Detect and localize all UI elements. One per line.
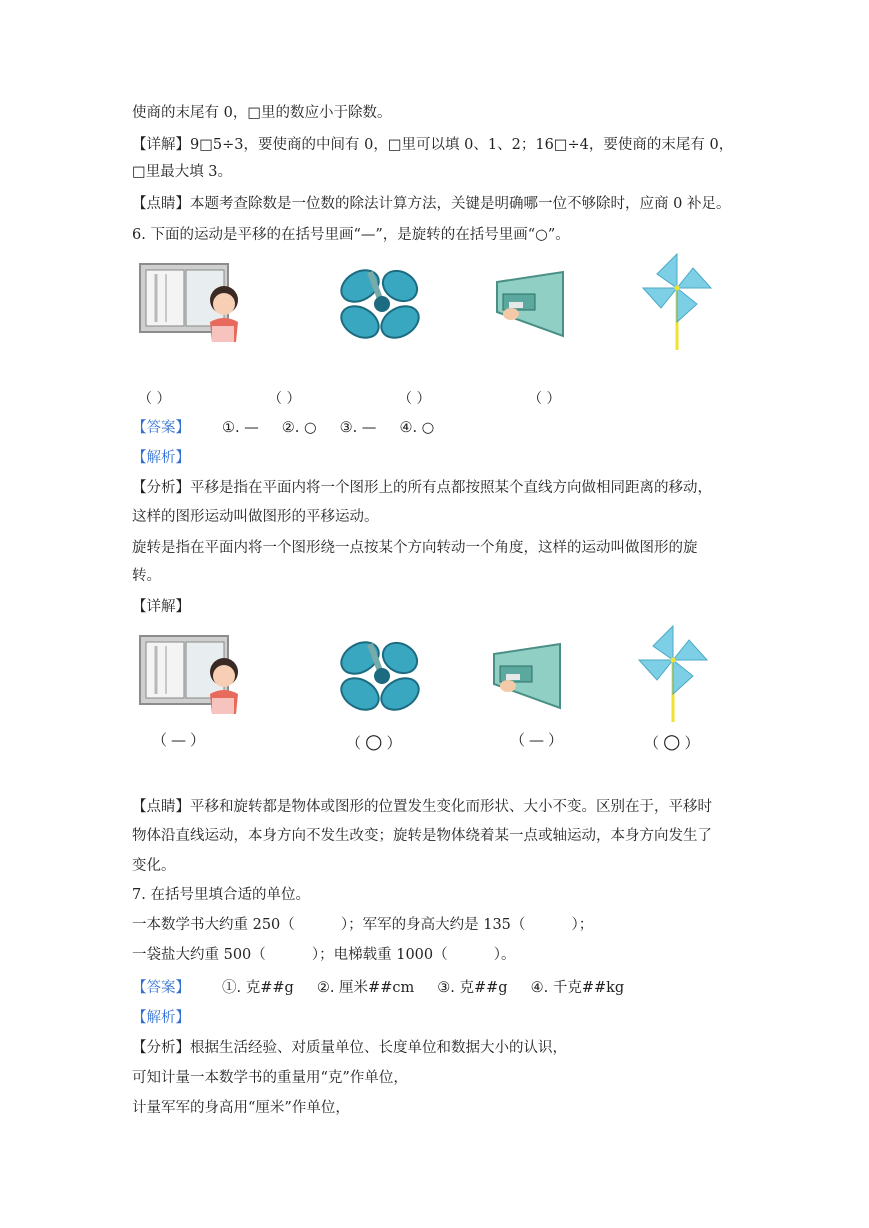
- drawer-image: [497, 272, 567, 337]
- answer-text: ①. 克##g ②. 厘米##cm ③. 克##g ④. 千克##kg: [222, 980, 625, 996]
- drawer-image-2: [494, 644, 564, 709]
- text-line: □里最大填 3。: [132, 164, 233, 180]
- pinwheel-image-2: [637, 626, 709, 722]
- note-line: 【点睛】平移和旋转都是物体或图形的位置发生变化而形状、大小不变。区别在于，平移时: [132, 799, 712, 815]
- note-line: 【点睛】本题考查除数是一位数的除法计算方法，关键是明确哪一位不够除时，应商 0 补足。: [132, 196, 731, 212]
- blank-paren-1: （ ）: [138, 391, 171, 407]
- pinwheel-image: [641, 254, 713, 350]
- analysis-line: 这样的图形运动叫做图形的平移运动。: [132, 509, 379, 525]
- filled-paren-2: （ ○ ）: [346, 729, 402, 753]
- translation-mark: —: [529, 731, 545, 749]
- analysis-line: 计量军军的身高用“厘米”作单位，: [132, 1100, 350, 1116]
- fan-image-2: [338, 636, 420, 712]
- question-7-line: 一袋盐大约重 500（ ）；电梯载重 1000（ ）。: [132, 947, 516, 963]
- question-7: 7. 在括号里填合适的单位。: [132, 887, 310, 903]
- rotation-mark: ○: [365, 729, 383, 753]
- analysis-line: 【分析】根据生活经验、对质量单位、长度单位和数据大小的认识，: [132, 1040, 567, 1056]
- text-line: 使商的末尾有 0，□里的数应小于除数。: [132, 105, 392, 121]
- answer-tag: 【答案】: [132, 980, 190, 996]
- analysis-line: 转。: [132, 568, 161, 584]
- filled-paren-1: （ — ）: [152, 731, 206, 749]
- question-6: 6. 下面的运动是平移的在括号里画“—”，是旋转的在括号里画“○”。: [132, 227, 570, 243]
- blank-paren-3: （ ）: [398, 391, 431, 407]
- window-girl-image: [140, 262, 240, 344]
- analysis-line: 【分析】平移是指在平面内将一个图形上的所有点都按照某个直线方向做相同距离的移动，: [132, 480, 712, 496]
- rotation-mark: ○: [663, 729, 681, 753]
- filled-paren-4: （ ○ ）: [644, 729, 700, 753]
- detail-line: 【详解】9□5÷3，要使商的中间有 0，□里可以填 0、1、2；16□÷4，要使商的末尾有 0，: [132, 137, 734, 153]
- question-7-line: 一本数学书大约重 250（ ）；军军的身高大约是 135（ ）；: [132, 917, 594, 933]
- detail-tag: 【详解】: [132, 599, 190, 615]
- window-girl-image-2: [140, 634, 240, 716]
- blank-paren-4: （ ）: [528, 391, 561, 407]
- analysis-tag: 【解析】: [132, 450, 190, 466]
- note-line: 物体沿直线运动，本身方向不发生改变；旋转是物体绕着某一点或轴运动，本身方向发生了: [132, 828, 712, 844]
- fan-image: [338, 264, 420, 340]
- analysis-tag: 【解析】: [132, 1010, 190, 1026]
- analysis-line: 旋转是指在平面内将一个图形绕一点按某个方向转动一个角度，这样的运动叫做图形的旋: [132, 540, 698, 556]
- note-line: 变化。: [132, 858, 176, 874]
- answer-tag: 【答案】: [132, 420, 190, 436]
- blank-paren-2: （ ）: [268, 391, 301, 407]
- analysis-line: 可知计量一本数学书的重量用“克”作单位，: [132, 1070, 408, 1086]
- answer-text: ①. — ②. ○ ③. — ④. ○: [222, 420, 435, 436]
- filled-paren-3: （ — ）: [510, 731, 564, 749]
- translation-mark: —: [171, 731, 187, 749]
